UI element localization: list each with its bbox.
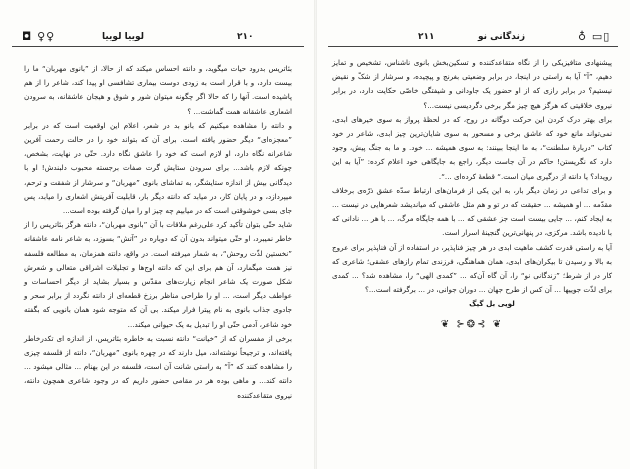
paragraph: آیا به راستی قدرت کشف ماهیت ابدی در هر چیز فناپذیر، در استفاده از آن فناپذیر برای عروج به بالا و رسیدن تا بیکران‌های ابدی، همان هماهنگی، فرزندی تمام رازهای عشقی؛ شاعری که کار در از شرط؛ ”زندگانی نو“ را، آن گاه آن‌که ... ”کمدی الهی“ را، مشاهده شد؟ ... کمدی برای لذّت جوییها ... آن کس از طرح جهان ... دوران جوانی، در ... برگرفته است...؟: [332, 242, 612, 295]
header-rule: [328, 46, 618, 47]
right-page-header: [328, 30, 618, 44]
author-signature: لویی بل گیگ: [469, 299, 515, 309]
right-page: [316, 0, 630, 469]
header-rule: [12, 46, 304, 47]
running-title: لوییا لوییا: [102, 32, 145, 42]
page-number: ۲۱۰: [237, 32, 254, 42]
header-ornament-icon: ◘ ♀♀: [22, 30, 56, 43]
paragraph: پیشنهادی متافیزیکی را از نگاه متقاعدکننده و تسکین‌بخش بانوی ناشناس، تشخیص و تمایز دهیم، ”آ“ آیا به راستی در اینجا، در برابر وضعیتی بغرنج و پیچیده، و سرشار از شکّ و نقیض نیستیم؟ در برابر رازی که از او حضور یک جاودانی و شیفتگی خاصّی حکایت دارد، در برابر نیروی خلاقیتی که هرگز هیچ چیز مگر برخی دگردیسی نیست...؟: [332, 58, 612, 110]
running-title: زندگانی نو: [478, 32, 526, 42]
paragraph: و دانته را مشاهده میکنیم که بانو بد در شعر، اعلام این اوقعیت است که در برابر ”معجزه‌ای“ دیگر حضور یافته است. برای آن که بتواند خود را در حالت رحمت آفرین شاعرانه نگاه دارد، او لازم است که خود را عاشق نگاه دارد. حتّی در نهایت، بشخص، چونکه لازم باشد... برای سرودن ستایش گرت صفات برجسته محبوب دلبندش! او با دیدگانی بیش از اندازه ستایشگر، به تماشای بانوی ”مهربان“ و سرشار از شفقت و ترحم، میپردازد، و در پایان کار، در میابد که دانته دیگر بار، قابلیت آفرینش اشعاری را میابد، پس جای بسی خوشوقتی است که در میابیم چه چیز او را میان گرفته بوده است...: [24, 120, 292, 216]
section-end-ornament-icon: ❦ ⊱❂⊰ ❦: [440, 318, 504, 330]
paragraph: برای بهتر درک کردن این حرکت دوگانه در روح، که در لحظۀ پرواز به سوی خیرهای ابدی، نمی‌تواند مانع خود که عاشق برخی و مسحور به سوی شایان‌ترین چیز ابدی، شاعر در خود کتاب ”دربارۀ سلطنت“، به ما اینجا ببینند: به سوی همیشه ... خود. و ما به جنگ پیش، وجود دارد که نگریستن! حاکم در آن جاست دیگر، راجع به جایگاهی خود اعلام کرده: ”آیا به این رویداد؟ یا دانته از درگیری میان است.“ قطعۀ کرده‌ای ...“.: [332, 114, 612, 181]
header-ornament-icon: ♁ ▭▯: [578, 30, 611, 43]
right-page-body: [332, 56, 612, 336]
page-number: ۲۱۱: [418, 32, 435, 42]
left-page-body: [24, 62, 292, 403]
paragraph: و برای تداعی در زمان دیگر بار، به این یکی از فرمان‌های ارتباط سدّه عشق ذرّه‌ی برخلاف مقدّمه ... او همیشه ... حقیقت که در تو و هم مثل عاشقی که میاندیشد شعرهایی در نیست ... به ایجاد کنم، ... جایی بیست است جز عشقی که ... با همه جایگاه مرگ، ... با هر ... نادانی که با نادیده باشد. مرکزی، در پنهانی‌ترین گنجینۀ اسرار است.: [332, 185, 612, 238]
paragraph: برخی از مفسران که از ”خیانت“ دانته نسبت به خاطره بئاتریس، از اندازه ای تکدرخاطر یافته‌اند، و ترجیحاً نوشته‌اند، میل دارند که در چهره بانوی ”مهربان“، دانته از فلسفه چیزی را مشاهده کنند که ”آ“ به راستی شانت آن است، فلسفه در این بهنام ... مثالی میشود ... دانته کند... و ماهی بوده هر در مقامی حضور داریم که در وجود شاعری همچون دانته، نیروی متقاعدکننده: [24, 333, 292, 400]
paragraph: بئاتریس بدرود حیات میگوید، و دانته احساس میکند که از حالا، از ”بانوی مهربان“ ما را بیست دارد، و با قرار است به زودی دوست بیماری تشافسی او پیدا کند، شاعر را از هم پاشیده است. آنها را که حالا اگر چگونه میتوان شور و شوق و هیجان عاشقانه، به سرودن اشعاری عاشقانه همت گماشت... ؟: [24, 64, 292, 116]
paragraph: شاید حتّی بتوان تأکید کرد علی‌رغم ملاقات با آن ”بانوی مهربان“، دانته هرگز بئاتریس را از خاطر نمیبرد، او حتّی میتواند بدون آن که دوباره در ”آتش“ بسوزد، به شاعر نامه عاشقانه ”نخستین لذّت روحش“، به شمار میرفته است. در واقع، دانته همزمان، به مطالعه فلسفه نیز همت میگمارد، آن هم برای این که دانته اوج‌ها و تجلیلات اشراقی متعالی و شعرش شکل صورت یک شاعر انجام زیارت‌های مقدّس و بسیار بشاید از دیگر احساسات و عواطف دیگر است، ... او را طراحی مناظر برزخ قطعه‌ای از دانته نگردد از برابر سحر و جادوی جذاب بانوی به نام پیترا فرار میکند. بی آن که متوجه شود همان بانویی که بگفته خود شاعر، آدمی حتّی او را تبدیل به یک حیوانی میکند...: [24, 220, 292, 329]
left-page-header: [12, 30, 304, 44]
